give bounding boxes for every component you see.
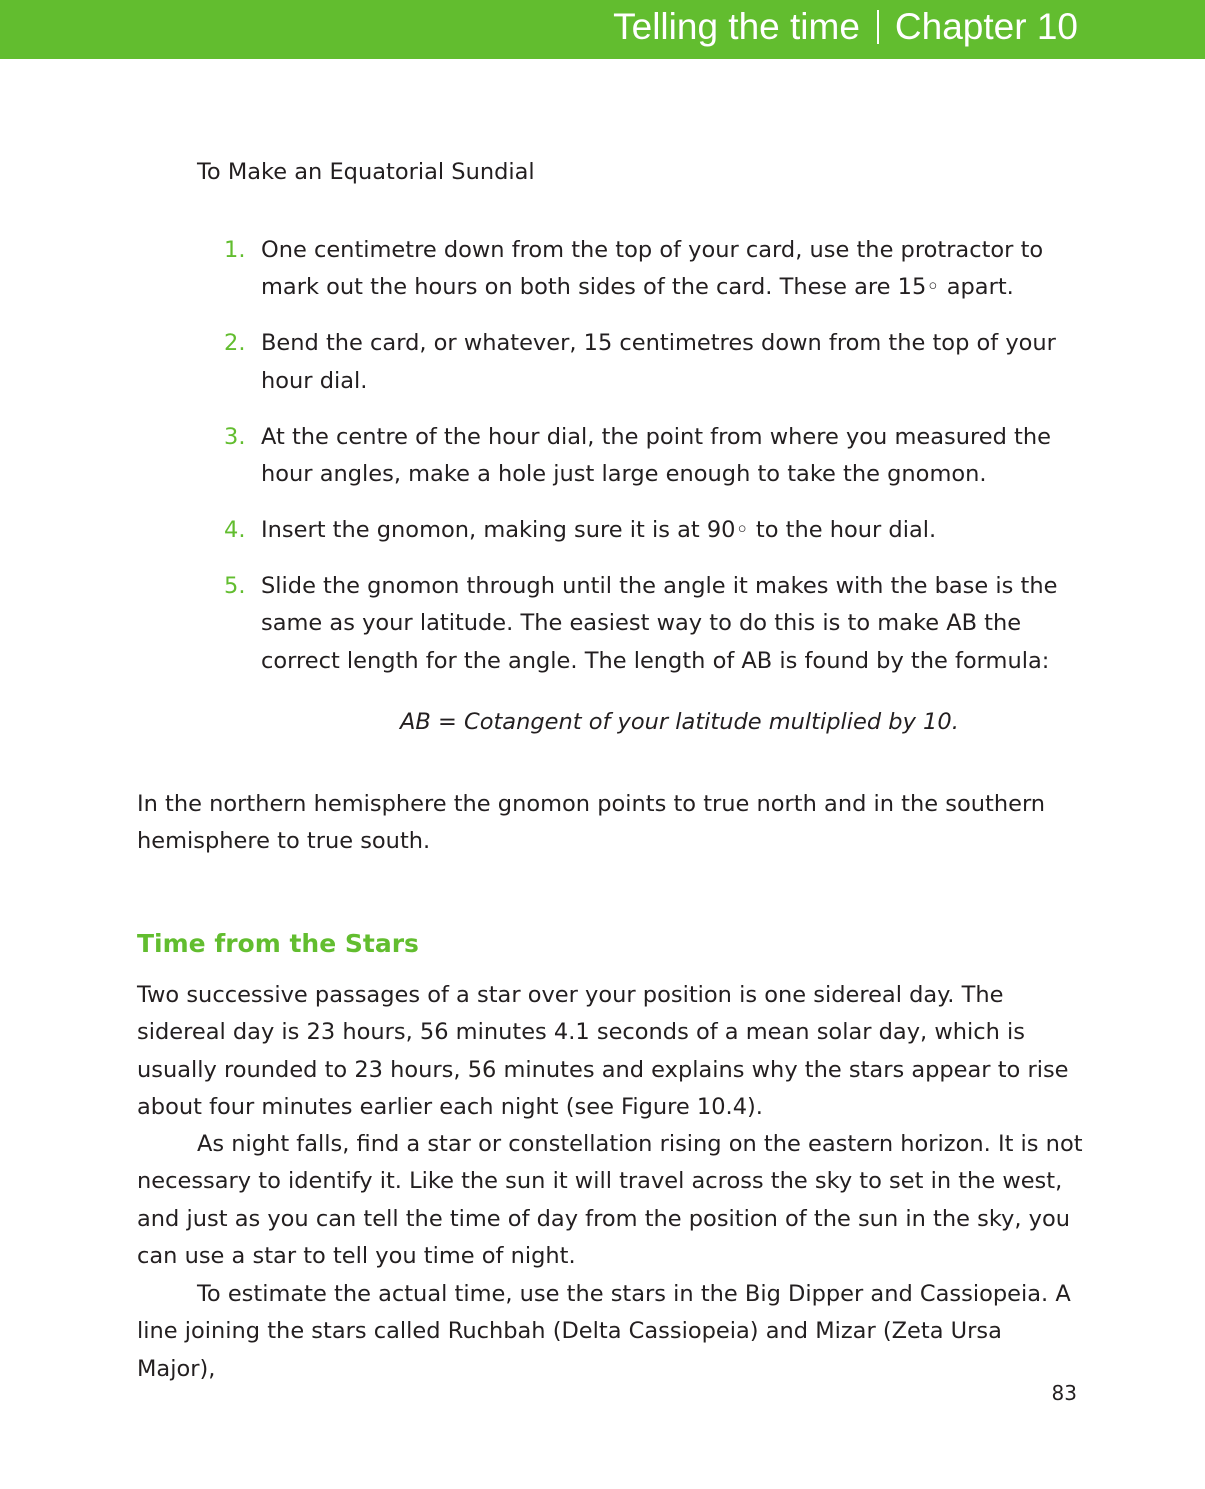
- step-number: 4.: [224, 516, 246, 543]
- paragraph-estimate-time: To estimate the actual time, use the stars in the Big Dipper and Cassiopeia. A line joining the stars called Ruchbah (Delta Cassiopeia) and Mizar (Zeta Ursa Major),: [137, 1281, 1071, 1382]
- list-item: [224, 568, 1084, 680]
- section-heading: Time from the Stars: [137, 929, 419, 958]
- list-item: [224, 325, 1084, 400]
- step-text: At the centre of the hour dial, the point from where you measured the hour angles, make a hole just large enough to take the gnomon.: [261, 423, 1051, 488]
- list-item: [224, 419, 1084, 494]
- sundial-instructions-title: To Make an Equatorial Sundial: [197, 159, 535, 185]
- page-number: 83: [1051, 1381, 1077, 1405]
- step-number: 5.: [224, 572, 246, 599]
- running-header: [613, 4, 1078, 50]
- chapter-header-bar: [0, 0, 1205, 59]
- sundial-steps-list: [224, 232, 1084, 699]
- step-text: Insert the gnomon, making sure it is at 90◦ to the hour dial.: [261, 516, 937, 543]
- paragraph-night-star: As night falls, find a star or constellation rising on the eastern horizon. It is not necessary to identify it. Like the sun it will travel across the sky to set in the west, and just as you can tell the time of day from the position of the sun in the sky, you can use a star to tell you time of night.: [137, 1131, 1083, 1270]
- header-separator: [877, 10, 879, 44]
- list-item: [224, 232, 1084, 307]
- section-title: Telling the time: [613, 6, 860, 47]
- list-item: [224, 512, 1084, 549]
- step-text: One centimetre down from the top of your card, use the protractor to mark out the hours on both sides of the card. These are 15◦ apart.: [261, 237, 1044, 301]
- hemisphere-note: In the northern hemisphere the gnomon points to true north and in the southern hemisphere to true south.: [137, 791, 1046, 855]
- paragraph-sidereal-day: Two successive passages of a star over your position is one sidereal day. The sidereal day is 23 hours, 56 minutes 4.1 seconds of a mean solar day, which is usually rounded to 23 hours, 56 minutes and explains why the stars appear to rise about four minutes earlier each night (see Figure 10.4).: [137, 982, 1069, 1121]
- step-number: 1.: [224, 237, 246, 263]
- ab-formula: AB = Cotangent of your latitude multiplied by 10.: [400, 709, 959, 735]
- step-text: Bend the card, or whatever, 15 centimetres down from the top of your hour dial.: [261, 330, 1056, 394]
- step-number: 3.: [224, 423, 246, 450]
- chapter-label: Chapter 10: [894, 6, 1078, 47]
- step-text: Slide the gnomon through until the angle it makes with the base is the same as your latitude. The easiest way to do this is to make AB the correct length for the angle. The length of AB is found by the formula:: [261, 572, 1058, 674]
- step-number: 2.: [224, 330, 246, 357]
